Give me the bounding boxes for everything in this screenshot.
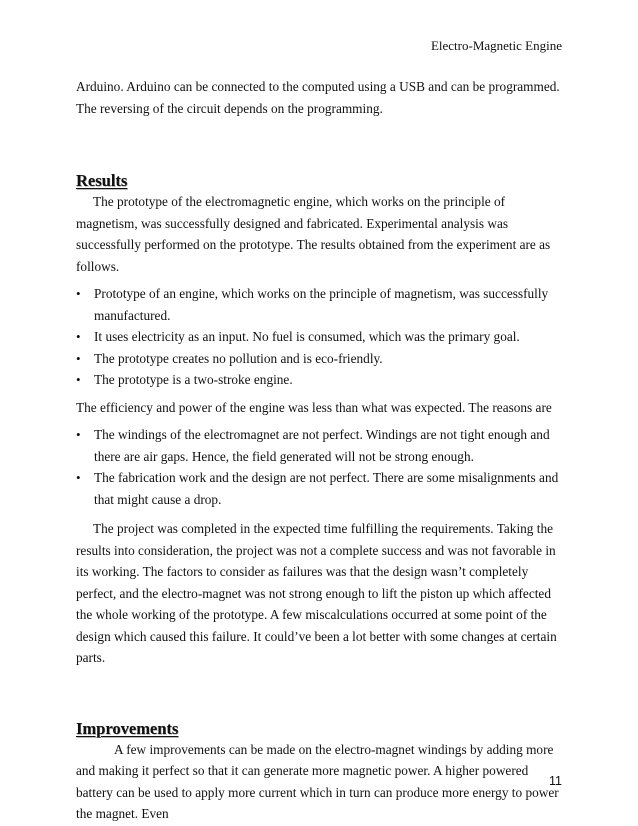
bullet-icon: • xyxy=(76,350,81,366)
page-content xyxy=(76,76,566,825)
results-bullet-list xyxy=(76,283,566,391)
list-item-text: Prototype of an engine, which works on the principle of magnetism, was successfully manufactured. xyxy=(94,286,549,323)
page-number: 11 xyxy=(549,774,562,788)
list-item-text: The prototype is a two-stroke engine. xyxy=(94,372,293,387)
list-item xyxy=(76,467,566,510)
conclusion-paragraph: The project was completed in the expected time fulfilling the requirements. Taking the results into consideration, the project was not a complete success and was not favorable in its working. The factors to consider as failures was that the design wasn’t completely perfect, and the electro-magnet was not strong enough to lift the piston up which affected the whole working of the prototype. A few miscalculations occurred at some point of the design which caused this failure. It could’ve been a lot better with some changes at certain parts. xyxy=(76,521,557,665)
results-paragraph: The prototype of the electromagnetic engine, which works on the principle of magnetism, was successfully designed and fabricated. Experimental analysis was successfully performed on the prototype. The results obtained from the experiment are as follows. xyxy=(76,194,551,274)
list-item xyxy=(76,424,566,467)
list-item-text: It uses electricity as an input. No fuel is consumed, which was the primary goal. xyxy=(94,329,520,344)
running-header: Electro-Magnetic Engine xyxy=(430,38,562,53)
list-item-text: The windings of the electromagnet are not perfect. Windings are not tight enough and there are air gaps. Hence, the field generated will not be strong enough. xyxy=(94,427,550,464)
bullet-icon: • xyxy=(76,286,81,301)
list-item xyxy=(76,283,566,326)
list-item-text: The fabrication work and the design are not perfect. There are some misalignments and that might cause a drop. xyxy=(94,470,559,507)
list-item xyxy=(76,348,566,370)
bullet-icon: • xyxy=(76,470,81,485)
bullet-icon: • xyxy=(76,427,81,442)
bullet-icon: • xyxy=(76,372,81,387)
list-item-text: The prototype creates no pollution and is eco-friendly. xyxy=(94,350,383,366)
results-heading: Results xyxy=(76,171,128,190)
bullet-icon: • xyxy=(76,329,81,344)
reasons-bullet-list xyxy=(76,424,566,510)
improvements-heading: Improvements xyxy=(76,718,179,738)
list-item xyxy=(76,369,566,391)
efficiency-paragraph: The efficiency and power of the engine was less than what was expected. The reasons are xyxy=(76,399,552,415)
list-item xyxy=(76,326,566,348)
improvements-paragraph: A few improvements can be made on the electro-magnet windings by adding more and making it perfect so that it can generate more magnetic power. A higher powered battery can be used to apply more current which in turn can produce more energy to power the magnet. Even xyxy=(76,741,559,821)
intro-paragraph: Arduino. Arduino can be connected to the computed using a USB and can be programmed. The reversing of the circuit depends on the programming. xyxy=(76,79,560,116)
